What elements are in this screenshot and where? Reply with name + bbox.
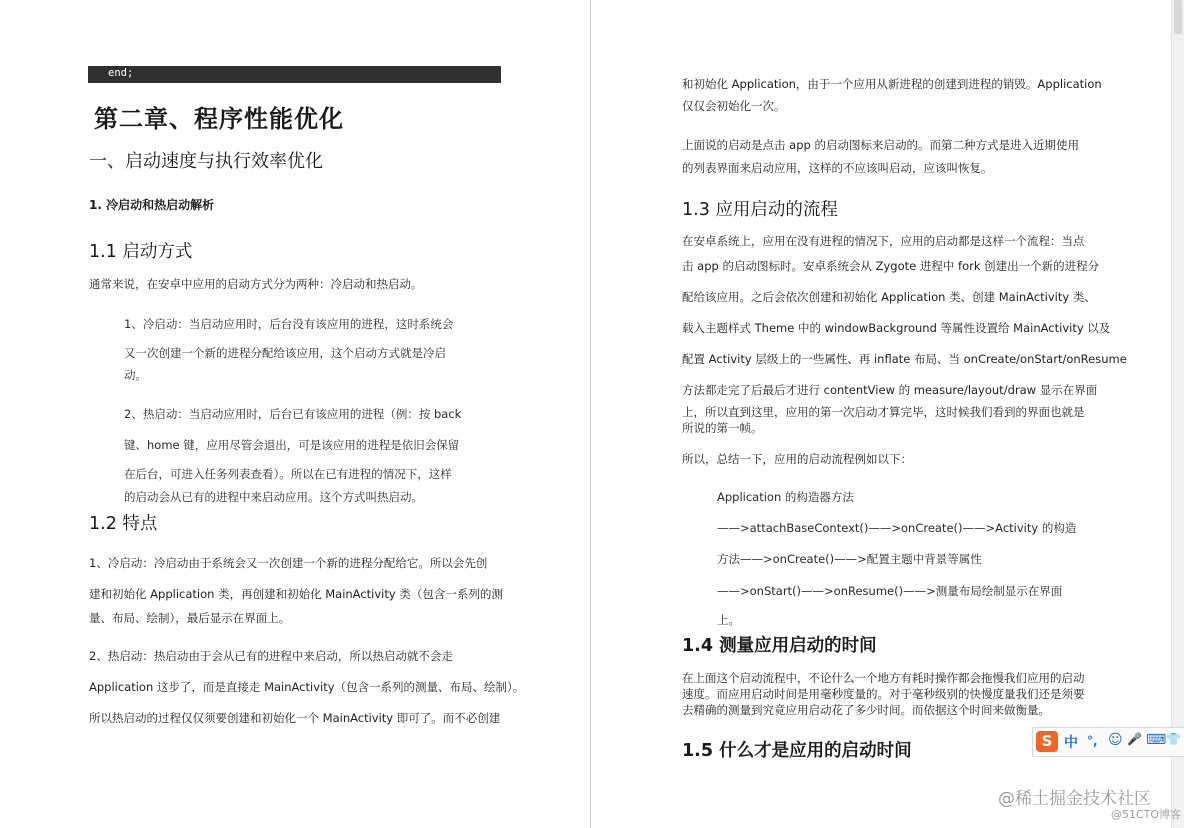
sogou-logo-icon[interactable]: S [1036, 731, 1058, 752]
heading-1-1: 1.1 启动方式 [89, 242, 193, 262]
ime-toolbar[interactable] [1032, 727, 1184, 757]
left-page [0, 0, 590, 828]
heading-1-2: 1.2 特点 [89, 514, 158, 534]
measure-line: 去精确的测量到究竟应用启动花了多少时间。而依据这个时间来做衡量。 [682, 703, 1050, 717]
feature-cold-line: 建和初始化 Application 类，再创建和初始化 MainActivity 类（包含一系列的测 [89, 587, 503, 601]
flow-line: 配置 Activity 层级上的一些属性、再 inflate 布局、当 onCreate/onStart/onResume [682, 352, 1127, 366]
flow-line: 击 app 的启动图标时。安卓系统会从 Zygote 进程中 fork 创建出一个新的进程分 [682, 259, 1100, 273]
flow-quote-line: ——>onStart()——>onResume()——>测量布局绘制显示在界面 [717, 584, 1063, 598]
summary-line: 所以，总结一下，应用的启动流程例如以下： [682, 452, 912, 466]
code-block [88, 66, 501, 83]
cold-start-line: 动。 [124, 368, 147, 382]
watermark-juejin: @稀土掘金技术社区 [998, 789, 1151, 809]
feature-hot-line: 2、热启动：热启动由于会从已有的进程中来启动，所以热启动就不会走 [89, 649, 453, 663]
heading-1-5: 1.5 什么才是应用的启动时间 [682, 741, 912, 761]
feature-hot-line: Application 这步了，而是直接走 MainActivity（包含一系列的测量、布局、绘制）。 [89, 680, 525, 694]
feature-hot-line: 所以热启动的过程仅仅须要创建和初始化一个 MainActivity 即可了。而不必创建 [89, 711, 501, 725]
hot-start-line: 的启动会从已有的进程中来启动应用。这个方式叫热启动。 [124, 490, 423, 504]
right-top-line: 和初始化 Application，由于一个应用从新进程的创建到进程的销毁。Application [682, 77, 1102, 91]
heading-1-3: 1.3 应用启动的流程 [682, 200, 838, 220]
ime-skin-icon[interactable]: 👕 [1166, 732, 1181, 746]
flow-line: 配给该应用。之后会依次创建和初始化 Application 类、创建 MainActivity 类、 [682, 290, 1096, 304]
code-line: end; [108, 67, 134, 79]
intro-paragraph: 通常来说，在安卓中应用的启动方式分为两种：冷启动和热启动。 [89, 277, 423, 291]
measure-line: 速度。而应用启动时间是用毫秒度量的。对于毫秒级别的快慢度量我们还是须要 [682, 687, 1085, 701]
launch-note-line: 上面说的启动是点击 app 的启动图标来启动的。而第二种方式是进入近期使用 [682, 138, 1079, 152]
cold-start-line: 1、冷启动：当启动应用时，后台没有该应用的进程，这时系统会 [124, 317, 454, 331]
chapter-title: 第二章、程序性能优化 [94, 105, 344, 133]
ime-punctuation-icon[interactable]: °, [1087, 734, 1098, 748]
flow-line: 载入主题样式 Theme 中的 windowBackground 等属性设置给 MainActivity 以及 [682, 321, 1111, 335]
ime-chinese-mode-button[interactable]: 中 [1064, 735, 1078, 751]
subsection-title: 1. 冷启动和热启动解析 [89, 198, 215, 212]
right-page [592, 0, 1184, 828]
flow-quote-line: ——>attachBaseContext()——>onCreate()——>Activity 的构造 [717, 521, 1077, 535]
hot-start-line: 键、home 键，应用尽管会退出，可是该应用的进程是依旧会保留 [124, 438, 460, 452]
ime-voice-icon[interactable]: 🎤 [1127, 732, 1142, 746]
heading-1-4: 1.4 测量应用启动的时间 [682, 636, 877, 656]
watermark-51cto: @51CTO博客 [1111, 808, 1182, 821]
flow-line: 上，所以直到这里，应用的第一次启动才算完毕，这时候我们看到的界面也就是 [682, 405, 1085, 419]
vertical-scrollbar[interactable] [1171, 0, 1184, 828]
ime-keyboard-icon[interactable]: ⌨ [1146, 732, 1167, 748]
section-title: 一、启动速度与执行效率优化 [89, 151, 323, 172]
flow-quote-line: Application 的构造器方法 [717, 490, 854, 504]
flow-line: 方法都走完了后最后才进行 contentView 的 measure/layout/draw 显示在界面 [682, 383, 1098, 397]
launch-note-line: 的列表界面来启动应用，这样的不应该叫启动，应该叫恢复。 [682, 161, 993, 175]
right-top-line: 仅仅会初始化一次。 [682, 99, 786, 113]
hot-start-line: 在后台，可进入任务列表查看）。所以在已有进程的情况下，这样 [124, 467, 452, 481]
measure-line: 在上面这个启动流程中，不论什么一个地方有耗时操作都会拖慢我们应用的启动 [682, 671, 1085, 685]
hot-start-line: 2、热启动：当启动应用时，后台已有该应用的进程（例：按 back [124, 407, 462, 421]
cold-start-line: 又一次创建一个新的进程分配给该应用，这个启动方式就是冷启 [124, 346, 446, 360]
feature-cold-line: 量、布局、绘制），最后显示在界面上。 [89, 611, 291, 625]
flow-line: 在安卓系统上，应用在没有进程的情况下，应用的启动都是这样一个流程：当点 [682, 234, 1085, 248]
flow-quote-line: 方法——>onCreate()——>配置主题中背景等属性 [717, 552, 982, 566]
flow-line: 所说的第一帧。 [682, 421, 763, 435]
scrollbar-thumb[interactable] [1174, 0, 1182, 34]
flow-quote-line: 上。 [717, 613, 740, 627]
page-divider [590, 0, 591, 828]
ime-emoji-icon[interactable]: ☺ [1108, 732, 1123, 748]
feature-cold-line: 1、冷启动：冷启动由于系统会又一次创建一个新的进程分配给它。所以会先创 [89, 556, 488, 570]
